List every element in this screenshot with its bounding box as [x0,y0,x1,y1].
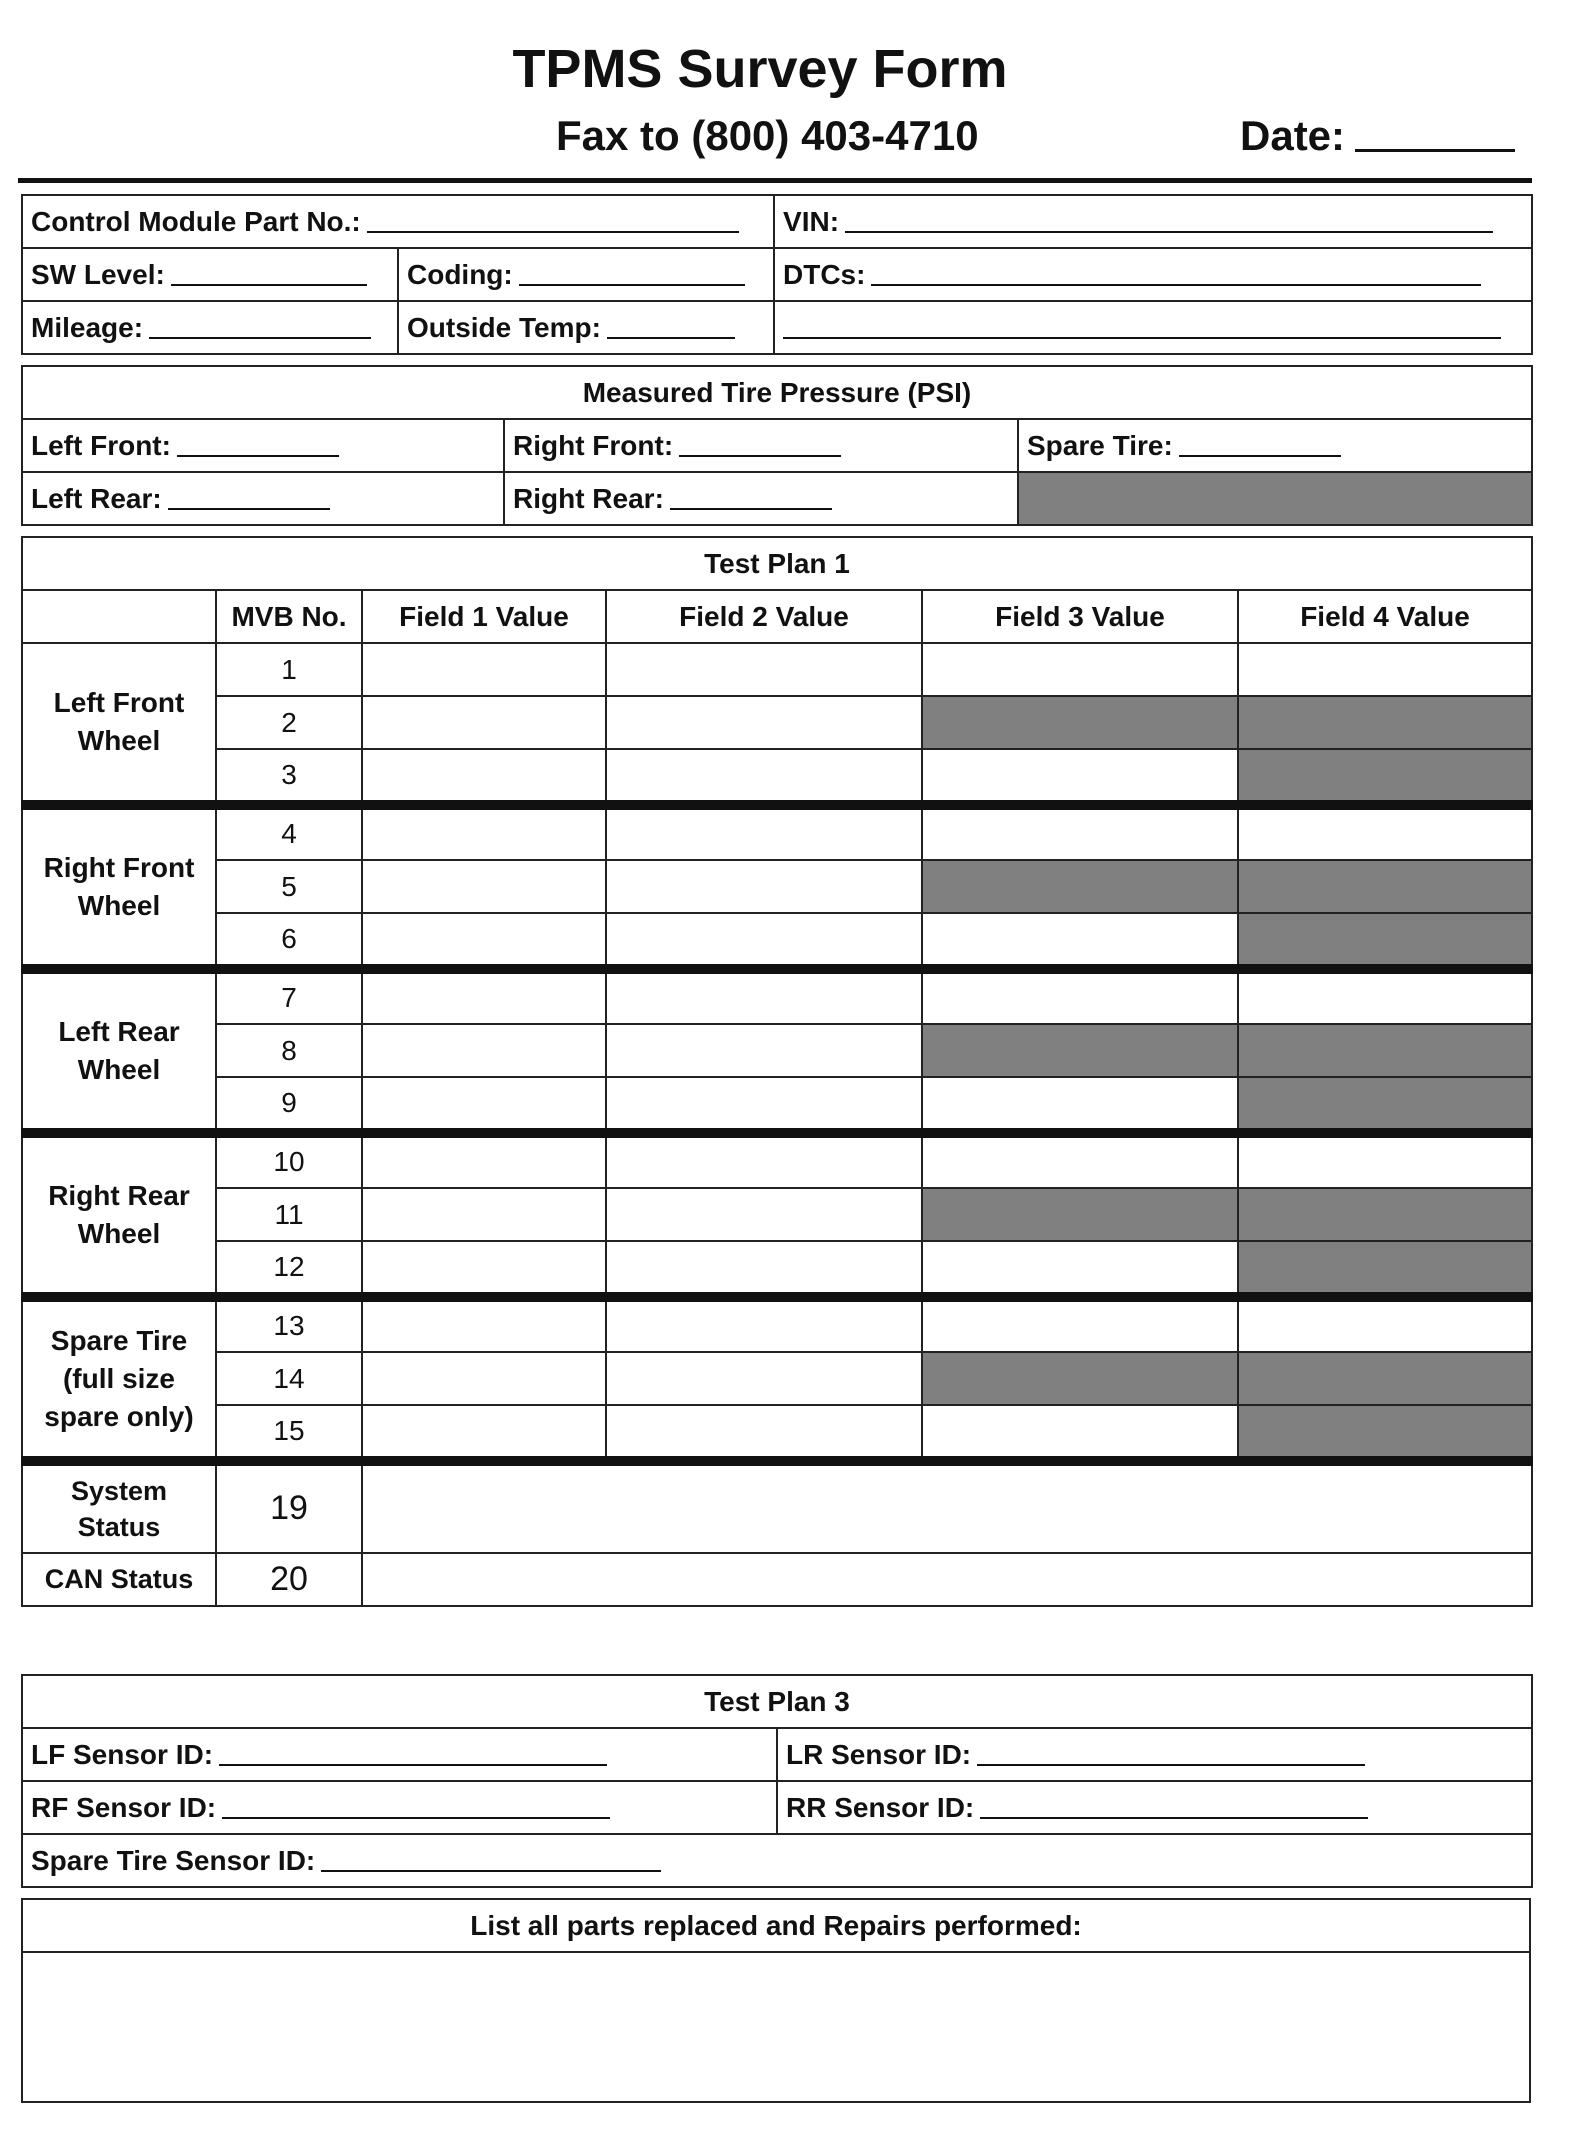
vin-line [845,231,1493,233]
mvb-number: 14 [216,1352,362,1405]
shaded-cell [922,1188,1238,1241]
shaded-cell [1238,1352,1532,1405]
value-cell[interactable] [362,1024,606,1077]
column-header: Field 4 Value [1238,590,1532,643]
vehicle-info-table [21,194,1533,355]
test-plan-3-table [21,1674,1533,1888]
control-module-field[interactable] [22,195,774,248]
shaded-cell [1238,749,1532,802]
column-header: MVB No. [216,590,362,643]
mvb-number: 13 [216,1299,362,1352]
dtcs-line [871,284,1481,286]
shaded-cell [1238,1077,1532,1130]
section-label-right-front: Right Front Wheel [22,807,216,966]
mvb-number: 4 [216,807,362,860]
value-cell[interactable] [1238,807,1532,860]
mvb-number: 10 [216,1135,362,1188]
rr-sensor-field[interactable] [777,1781,1532,1834]
spare-tire-pressure-label: Spare Tire: [1027,429,1173,461]
rr-sensor-label: RR Sensor ID: [786,1791,975,1823]
tire-pressure-title: Measured Tire Pressure (PSI) [22,366,1532,419]
right-front-pressure-field[interactable] [504,419,1018,472]
repairs-text-area[interactable] [22,1952,1530,2102]
right-front-pressure-label: Right Front: [513,429,674,461]
value-cell[interactable] [606,1135,922,1188]
shaded-cell [1238,1405,1532,1458]
value-cell[interactable] [606,971,922,1024]
value-cell[interactable] [606,643,922,696]
rr-sensor-line [980,1817,1368,1819]
value-cell[interactable] [362,971,606,1024]
value-cell[interactable] [362,860,606,913]
test-plan-1-title: Test Plan 1 [22,537,1532,590]
section-label-left-front: Left Front Wheel [22,643,216,802]
value-cell[interactable] [362,1405,606,1458]
value-cell[interactable] [606,696,922,749]
system-status-label: System Status [22,1463,216,1553]
system-status-value[interactable] [362,1463,1532,1553]
mileage-line [149,337,371,339]
value-cell[interactable] [922,1405,1238,1458]
value-cell[interactable] [362,1135,606,1188]
mvb-number: 11 [216,1188,362,1241]
value-cell[interactable] [1238,643,1532,696]
value-cell[interactable] [606,1405,922,1458]
value-cell[interactable] [606,1024,922,1077]
section-label-spare-tire: Spare Tire (full size spare only) [22,1299,216,1458]
header-rule [18,178,1532,183]
sw-level-line [171,284,367,286]
section-label-left-rear: Left Rear Wheel [22,971,216,1130]
value-cell[interactable] [1238,1135,1532,1188]
spare-tire-pressure-field[interactable] [1018,419,1532,472]
value-cell[interactable] [362,1188,606,1241]
mvb-number: 8 [216,1024,362,1077]
rf-sensor-label: RF Sensor ID: [31,1791,217,1823]
lr-sensor-line [977,1764,1365,1766]
mvb-number: 3 [216,749,362,802]
right-rear-pressure-label: Right Rear: [513,482,664,514]
mvb-number: 2 [216,696,362,749]
mvb-number: 9 [216,1077,362,1130]
value-cell[interactable] [362,913,606,966]
value-cell[interactable] [606,1188,922,1241]
shaded-cell [1238,1024,1532,1077]
outside-temp-line [607,337,735,339]
mvb-number: 5 [216,860,362,913]
mvb-number: 20 [216,1553,362,1606]
lr-sensor-field[interactable] [777,1728,1532,1781]
dtcs-field[interactable] [774,248,1532,301]
lf-sensor-label: LF Sensor ID: [31,1738,214,1770]
repairs-table [21,1898,1531,2103]
coding-line [519,284,745,286]
coding-field[interactable] [398,248,774,301]
repairs-title: List all parts replaced and Repairs performed: [22,1899,1530,1952]
section-label-right-rear: Right Rear Wheel [22,1135,216,1294]
shaded-cell [1238,1188,1532,1241]
shaded-cell [1238,913,1532,966]
spare-sensor-line [321,1870,661,1872]
dtcs-extra-line [783,337,1501,339]
fax-number: Fax to (800) 403-4710 [556,112,979,159]
tire-pressure-table [21,365,1533,526]
value-cell[interactable] [606,749,922,802]
outside-temp-label: Outside Temp: [407,311,601,343]
outside-temp-field[interactable] [398,301,774,354]
lf-sensor-line [219,1764,607,1766]
can-status-value[interactable] [362,1553,1532,1606]
rf-sensor-field[interactable] [22,1781,777,1834]
right-rear-pressure-line [670,508,832,510]
right-front-pressure-line [679,455,841,457]
sw-level-label: SW Level: [31,258,165,290]
date-label: Date: [1240,112,1346,159]
spare-sensor-field[interactable] [22,1834,1532,1887]
left-rear-pressure-label: Left Rear: [31,482,162,514]
sw-level-field[interactable] [22,248,398,301]
left-front-pressure-label: Left Front: [31,429,171,461]
column-header: Field 2 Value [606,590,922,643]
corner-cell [22,590,216,643]
value-cell[interactable] [922,749,1238,802]
date-field[interactable] [1240,112,1515,160]
lf-sensor-field[interactable] [22,1728,777,1781]
form-title: TPMS Survey Form [512,39,1008,99]
shaded-cell [1018,472,1532,525]
mvb-number: 15 [216,1405,362,1458]
value-cell[interactable] [922,1077,1238,1130]
mileage-field[interactable] [22,301,398,354]
value-cell[interactable] [362,696,606,749]
value-cell[interactable] [606,1241,922,1294]
can-status-label: CAN Status [22,1553,216,1606]
value-cell[interactable] [362,807,606,860]
value-cell[interactable] [922,913,1238,966]
value-cell[interactable] [922,971,1238,1024]
shaded-cell [922,1352,1238,1405]
value-cell[interactable] [362,643,606,696]
date-line [1355,149,1515,152]
right-rear-pressure-field[interactable] [504,472,1018,525]
value-cell[interactable] [362,749,606,802]
left-front-pressure-field[interactable] [22,419,504,472]
spare-sensor-label: Spare Tire Sensor ID: [31,1844,316,1876]
shaded-cell [1238,1241,1532,1294]
column-header: Field 1 Value [362,590,606,643]
left-front-pressure-line [177,455,339,457]
spare-tire-pressure-line [1179,455,1341,457]
dtcs-label: DTCs: [783,258,866,290]
value-cell[interactable] [362,1077,606,1130]
value-cell[interactable] [606,1299,922,1352]
value-cell[interactable] [606,1077,922,1130]
control-module-label: Control Module Part No.: [31,205,361,237]
shaded-cell [922,860,1238,913]
mvb-number: 12 [216,1241,362,1294]
control-module-line [367,231,739,233]
value-cell[interactable] [922,807,1238,860]
shaded-cell [922,1024,1238,1077]
value-cell[interactable] [1238,1299,1532,1352]
value-cell[interactable] [922,643,1238,696]
mvb-number: 19 [216,1463,362,1553]
value-cell[interactable] [362,1299,606,1352]
coding-label: Coding: [407,258,513,290]
shaded-cell [1238,696,1532,749]
rf-sensor-line [222,1817,610,1819]
dtcs-extra-field[interactable] [774,301,1532,354]
value-cell[interactable] [922,1241,1238,1294]
left-rear-pressure-line [168,508,330,510]
lr-sensor-label: LR Sensor ID: [786,1738,972,1770]
mvb-number: 7 [216,971,362,1024]
value-cell[interactable] [606,807,922,860]
test-plan-3-title: Test Plan 3 [22,1675,1532,1728]
value-cell[interactable] [922,1135,1238,1188]
column-header: Field 3 Value [922,590,1238,643]
vin-field[interactable] [774,195,1532,248]
value-cell[interactable] [606,1352,922,1405]
value-cell[interactable] [362,1241,606,1294]
value-cell[interactable] [606,860,922,913]
value-cell[interactable] [922,1299,1238,1352]
shaded-cell [1238,860,1532,913]
test-plan-1-table [21,536,1533,1607]
shaded-cell [922,696,1238,749]
left-rear-pressure-field[interactable] [22,472,504,525]
value-cell[interactable] [606,913,922,966]
vin-label: VIN: [783,205,840,237]
value-cell[interactable] [1238,971,1532,1024]
mileage-label: Mileage: [31,311,144,343]
mvb-number: 6 [216,913,362,966]
value-cell[interactable] [362,1352,606,1405]
mvb-number: 1 [216,643,362,696]
